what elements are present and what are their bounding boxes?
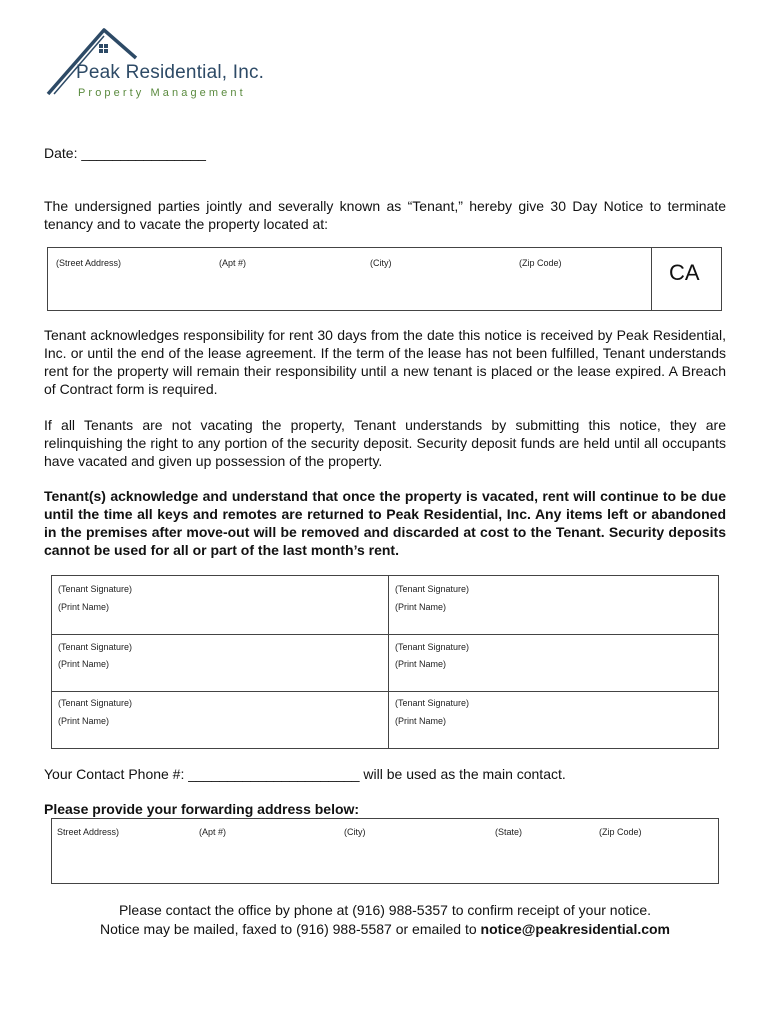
signature-table (51, 575, 719, 749)
forwarding-address-title: Please provide your forwarding address below: (44, 801, 360, 817)
tenant-signature-label: (Tenant Signature) (58, 584, 133, 594)
contact-phone-field[interactable]: Your Contact Phone #: ______________________ will be used as the main contact. (44, 766, 566, 782)
tenant-signature-label: (Tenant Signature) (395, 642, 470, 652)
fwd-city-label: (City) (344, 827, 366, 837)
tenant-signature-cell[interactable] (52, 635, 388, 691)
notice-email-link[interactable]: notice@peakresidential.com (480, 921, 671, 937)
print-name-label: (Print Name) (58, 716, 110, 726)
fwd-apt-label: (Apt #) (199, 827, 227, 837)
property-address-field[interactable] (47, 247, 652, 311)
print-name-label: (Print Name) (395, 602, 447, 612)
company-logo (44, 24, 274, 104)
logo-tagline: Property Management (78, 87, 246, 99)
print-name-label: (Print Name) (395, 659, 447, 669)
keys-notice-paragraph: Tenant(s) acknowledge and understand that once the property is vacated, rent will continue to be due until the time all keys and remotes are returned to Peak Residential, Inc. Any items left or abandoned in the premises after move-out will be removed and discarded at cost to the Tenant. Security deposits cannot be used for all or part of the last month’s rent. (44, 488, 726, 558)
intro-paragraph: The undersigned parties jointly and severally known as “Tenant,” hereby give 30 Day Notice to terminate tenancy and to vacate the property located at: (44, 198, 726, 232)
print-name-label: (Print Name) (58, 602, 110, 612)
state-value: CA (669, 260, 700, 285)
footer-line-1: Please contact the office by phone at (916) 988-5357 to confirm receipt of your notice. (118, 902, 652, 918)
city-label: (City) (370, 258, 392, 268)
tenant-signature-label: (Tenant Signature) (395, 698, 470, 708)
footer-line-2 (0, 921, 770, 937)
tenant-signature-cell[interactable] (389, 635, 718, 691)
tenant-signature-cell[interactable] (389, 576, 718, 634)
fwd-state-label: (State) (495, 827, 523, 837)
tenant-signature-cell[interactable] (52, 692, 388, 748)
tenant-signature-label: (Tenant Signature) (58, 698, 133, 708)
state-box (651, 247, 722, 311)
footer-contact-text: Notice may be mailed, faxed to (916) 988-5587 or emailed to (99, 921, 481, 937)
street-address-label: (Street Address) (56, 258, 122, 268)
date-field[interactable]: Date: ________________ (44, 145, 206, 161)
forwarding-address-field[interactable] (51, 818, 719, 884)
tenant-signature-cell[interactable] (52, 576, 388, 634)
print-name-label: (Print Name) (395, 716, 447, 726)
fwd-zip-code-label: (Zip Code) (599, 827, 642, 837)
print-name-label: (Print Name) (58, 659, 110, 669)
security-deposit-paragraph: If all Tenants are not vacating the property, Tenant understands by submitting this notice, they are relinquishing the right to any portion of the security deposit. Security deposit funds are held until all occupants have vacated and given up possession of the property. (44, 417, 726, 469)
fwd-street-address-label: Street Address) (57, 827, 120, 837)
logo-company-name: Peak Residential, Inc. (76, 62, 265, 83)
rent-responsibility-paragraph: Tenant acknowledges responsibility for rent 30 days from the date this notice is received by Peak Residential, Inc. or until the end of the lease agreement. If the term of the lease has not been fulfilled, Tenant understands rent for the property will remain their responsibility until a new tenant is placed or the lease expired. A Breach of Contract form is required. (44, 327, 726, 397)
zip-code-label: (Zip Code) (519, 258, 562, 268)
tenant-signature-label: (Tenant Signature) (395, 584, 470, 594)
tenant-signature-label: (Tenant Signature) (58, 642, 133, 652)
apt-label: (Apt #) (219, 258, 247, 268)
tenant-signature-cell[interactable] (389, 692, 718, 748)
